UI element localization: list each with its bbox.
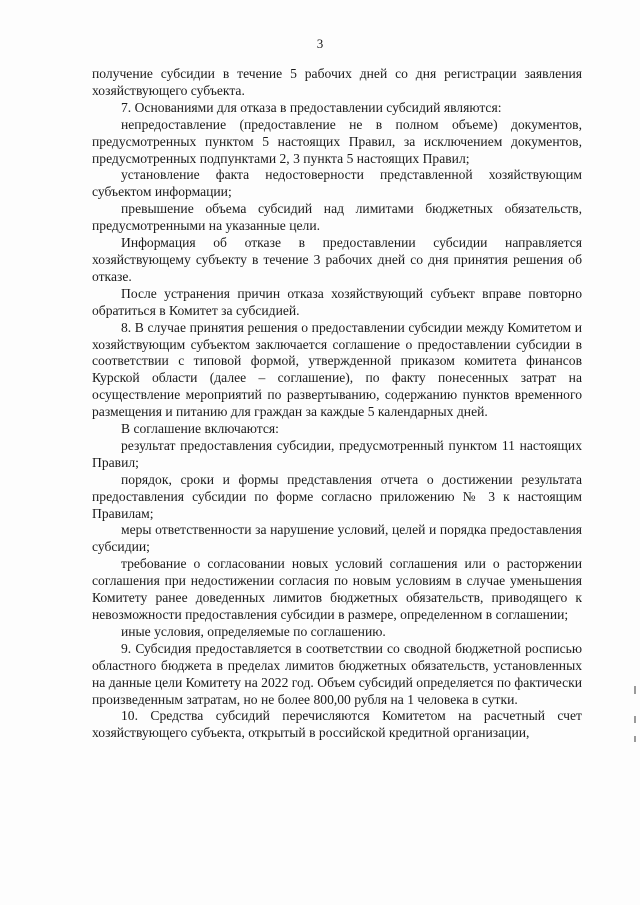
paragraph-refusal-reason-1: непредоставление (предоставление не в полном объеме) документов, предусмотренных пунктом 5 настоящих Правил, за исключением документов, предусмотренных подпунктами 2, 3 пункта 5 настоящих Правил; — [92, 116, 582, 166]
paragraph-agreement-item-1: результат предоставления субсидии, предусмотренный пунктом 11 настоящих Правил; — [92, 437, 582, 470]
paragraph-agreement-item-4: требование о согласовании новых условий соглашения или о расторжении соглашения при недостижении согласия по новым условиям в случае уменьшения Комитету ранее доведенных лимитов бюджетных обязательств, приводящего к невозможности предоставления субсидии в размере, определенном в соглашении; — [92, 556, 582, 622]
paragraph-continuation: получение субсидии в течение 5 рабочих дней со дня регистрации заявления хозяйствующего субъекта. — [92, 66, 582, 98]
paragraph-refusal-reason-2: установление факта недостоверности представленной хозяйствующим субъектом информации; — [92, 167, 582, 200]
document-body — [92, 66, 582, 742]
page-number: 3 — [316, 36, 324, 51]
paragraph-clause-8: 8. В случае принятия решения о предоставлении субсидии между Комитетом и хозяйствующим субъектом заключается соглашение о предоставлении субсидии в соответствии с типовой формой, утвержденной приказом комитета финансов Курской области (далее – соглашение), по факту понесенных затрат на осуществление мероприятий по развертыванию, содержанию пунктов временного размещения и питанию для граждан за каждые 5 календарных дней. — [92, 319, 582, 420]
paragraph-clause-9: 9. Субсидия предоставляется в соответствии со сводной бюджетной росписью областного бюджета в пределах лимитов бюджетных обязательств, установленных на данные цели Комитету на 2022 год. Объем субсидий определяется по фактически произведенным затратам, но не более 800,00 рубля на 1 человека в сутки. — [92, 640, 582, 707]
paragraph-agreement-includes: В соглашение включаются: — [121, 421, 279, 437]
paragraph-clause-10: 10. Средства субсидий перечисляются Комитетом на расчетный счет хозяйствующего субъекта, открытый в российской кредитной организации, — [92, 708, 582, 741]
scan-edge-mark — [634, 716, 636, 723]
scan-edge-mark — [634, 686, 636, 694]
paragraph-refusal-reason-3: превышение объема субсидий над лимитами бюджетных обязательств, предусмотренными на указанные цели. — [92, 201, 582, 234]
paragraph-clause-7: 7. Основаниями для отказа в предоставлении субсидий являются: — [121, 99, 502, 115]
paragraph-reapply: После устранения причин отказа хозяйствующий субъект вправе повторно обратиться в Комитет за субсидией. — [92, 285, 582, 318]
paragraph-refusal-notice: Информация об отказе в предоставлении субсидии направляется хозяйствующему субъекту в течение 3 рабочих дней со дня принятия решения об отказе. — [92, 235, 582, 284]
scan-edge-mark — [634, 736, 636, 742]
paragraph-agreement-item-2: порядок, сроки и формы представления отчета о достижении результата предоставления субсидии по форме согласно приложению № 3 к настоящим Правилам; — [92, 471, 582, 521]
paragraph-agreement-item-5: иные условия, определяемые по соглашению. — [121, 623, 386, 639]
paragraph-agreement-item-3: меры ответственности за нарушение условий, целей и порядка предоставления субсидии; — [92, 522, 582, 555]
